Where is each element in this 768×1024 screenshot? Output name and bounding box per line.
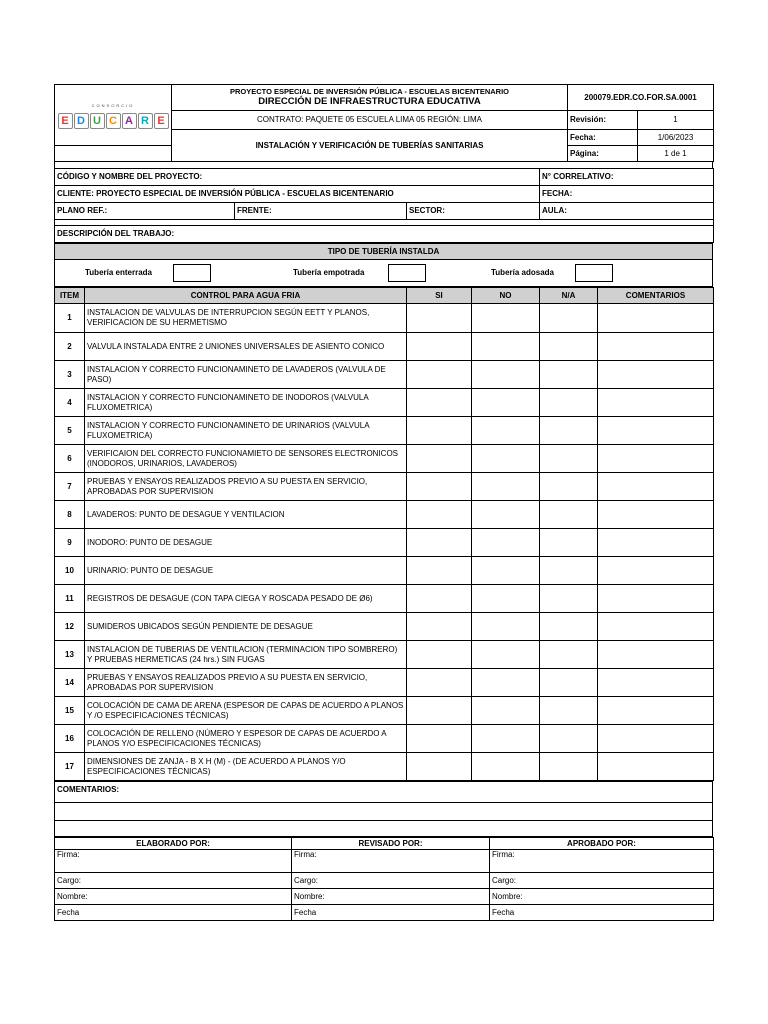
answer-no-cell[interactable]: [472, 613, 540, 641]
logo-cell: [55, 85, 172, 146]
page-label: Página:: [568, 146, 638, 162]
comment-cell[interactable]: [598, 753, 714, 781]
answer-yes-cell[interactable]: [407, 445, 472, 473]
answer-na-cell[interactable]: [540, 361, 598, 389]
sector-field[interactable]: SECTOR:: [407, 203, 540, 220]
answer-yes-cell[interactable]: [407, 669, 472, 697]
comment-cell[interactable]: [598, 613, 714, 641]
header-comments: COMENTARIOS: [598, 288, 714, 304]
reviewed-signature[interactable]: Firma:: [292, 850, 490, 873]
control-description: VALVULA INSTALADA ENTRE 2 UNIONES UNIVERSALES DE ASIENTO CONICO: [85, 333, 407, 361]
checklist-row: [55, 641, 714, 669]
attached-pipe-checkbox[interactable]: [575, 264, 613, 282]
answer-no-cell[interactable]: [472, 725, 540, 753]
comment-cell[interactable]: [598, 417, 714, 445]
answer-no-cell[interactable]: [472, 417, 540, 445]
item-number: 10: [55, 557, 85, 585]
control-description: VERIFICAION DEL CORRECTO FUNCIONAMIETO DE SENSORES ELECTRONICOS (INODOROS, URINARIOS, LAVADEROS): [85, 445, 407, 473]
answer-no-cell[interactable]: [472, 333, 540, 361]
comment-cell[interactable]: [598, 641, 714, 669]
pipe-type-title: TIPO DE TUBERÍA INSTALDA: [55, 244, 713, 260]
control-description: COLOCACIÓN DE RELLENO (NÚMERO Y ESPESOR DE CAPAS DE ACUERDO A PLANOS Y/O ESPECIFICACIONES TÉCNICAS): [85, 725, 407, 753]
comment-cell[interactable]: [598, 304, 714, 333]
revision-label: Revisión:: [568, 111, 638, 130]
project-info: [54, 168, 714, 243]
item-number: 11: [55, 585, 85, 613]
header-no: NO: [472, 288, 540, 304]
comments-line-1[interactable]: [55, 803, 713, 821]
checklist-row: [55, 613, 714, 641]
item-number: 6: [55, 445, 85, 473]
header-item: ITEM: [55, 288, 85, 304]
control-description: LAVADEROS: PUNTO DE DESAGUE Y VENTILACION: [85, 501, 407, 529]
checklist-row: [55, 445, 714, 473]
answer-na-cell[interactable]: [540, 557, 598, 585]
logo-letter: D: [74, 113, 89, 129]
client-field[interactable]: CLIENTE: PROYECTO ESPECIAL DE INVERSIÓN PÚBLICA - ESCUELAS BICENTENARIO: [55, 186, 540, 203]
logo-letter: E: [58, 113, 73, 129]
checklist-row: [55, 389, 714, 417]
logo-letter: E: [154, 113, 169, 129]
answer-no-cell[interactable]: [472, 753, 540, 781]
prepared-date[interactable]: Fecha: [55, 905, 292, 921]
checklist-row: [55, 725, 714, 753]
answer-yes-cell[interactable]: [407, 389, 472, 417]
comment-cell[interactable]: [598, 557, 714, 585]
answer-no-cell[interactable]: [472, 445, 540, 473]
direction-name: DIRECCIÓN DE INFRAESTRUCTURA EDUCATIVA: [258, 96, 481, 107]
header-control: CONTROL PARA AGUA FRIA: [85, 288, 407, 304]
project-code-field[interactable]: CÓDIGO Y NOMBRE DEL PROYECTO:: [55, 169, 540, 186]
logo-letter: C: [106, 113, 121, 129]
header-na: N/A: [540, 288, 598, 304]
answer-na-cell[interactable]: [540, 304, 598, 333]
logo-letter: A: [122, 113, 137, 129]
answer-na-cell[interactable]: [540, 445, 598, 473]
answer-yes-cell[interactable]: [407, 641, 472, 669]
comment-cell[interactable]: [598, 529, 714, 557]
control-description: INSTALACION Y CORRECTO FUNCIONAMINETO DE URINARIOS (VALVULA FLUXOMETRICA): [85, 417, 407, 445]
approved-name[interactable]: Nombre:: [490, 889, 714, 905]
answer-yes-cell[interactable]: [407, 557, 472, 585]
date-value: 1/06/2023: [638, 130, 714, 146]
control-description: REGISTROS DE DESAGUE (CON TAPA CIEGA Y ROSCADA PESADO DE Ø6): [85, 585, 407, 613]
answer-no-cell[interactable]: [472, 641, 540, 669]
control-description: INSTALACION DE TUBERIAS DE VENTILACION (TERMINACION TIPO SOMBRERO) Y PRUEBAS HERMETICAS (24 hrs.) SIN FUGAS: [85, 641, 407, 669]
header-yes: SI: [407, 288, 472, 304]
answer-na-cell[interactable]: [540, 417, 598, 445]
item-number: 5: [55, 417, 85, 445]
prepared-name[interactable]: Nombre:: [55, 889, 292, 905]
logo-caption: CONSORCIO: [91, 103, 135, 108]
item-number: 7: [55, 473, 85, 501]
control-description: PRUEBAS Y ENSAYOS REALIZADOS PREVIO A SU PUESTA EN SERVICIO, APROBADAS POR SUPERVISION: [85, 669, 407, 697]
control-description: INSTALACION Y CORRECTO FUNCIONAMINETO DE LAVADEROS (VALVULA DE PASO): [85, 361, 407, 389]
item-number: 2: [55, 333, 85, 361]
embedded-pipe-label: Tubería empotrada: [293, 268, 365, 277]
project-name: PROYECTO ESPECIAL DE INVERSIÓN PÚBLICA - ESCUELAS BICENTENARIO: [229, 87, 510, 96]
control-description: INSTALACION Y CORRECTO FUNCIONAMINETO DE INODOROS (VALVULA FLUXOMETRICA): [85, 389, 407, 417]
checklist-header: [55, 288, 714, 304]
comment-cell[interactable]: [598, 361, 714, 389]
signatures-section: [54, 837, 714, 921]
comment-cell[interactable]: [598, 585, 714, 613]
control-description: SUMIDEROS UBICADOS SEGÚN PENDIENTE DE DESAGUE: [85, 613, 407, 641]
answer-na-cell[interactable]: [540, 529, 598, 557]
answer-no-cell[interactable]: [472, 529, 540, 557]
answer-no-cell[interactable]: [472, 501, 540, 529]
answer-yes-cell[interactable]: [407, 361, 472, 389]
answer-yes-cell[interactable]: [407, 697, 472, 725]
attached-pipe-label: Tubería adosada: [491, 268, 554, 277]
form-title: INSTALACIÓN Y VERIFICACIÓN DE TUBERÍAS SANITARIAS: [172, 130, 568, 162]
comment-cell[interactable]: [598, 725, 714, 753]
comment-cell[interactable]: [598, 697, 714, 725]
answer-yes-cell[interactable]: [407, 753, 472, 781]
page-value: 1 de 1: [638, 146, 714, 162]
answer-yes-cell[interactable]: [407, 725, 472, 753]
answer-na-cell[interactable]: [540, 725, 598, 753]
revision-value: 1: [638, 111, 714, 130]
answer-na-cell[interactable]: [540, 501, 598, 529]
comment-cell[interactable]: [598, 389, 714, 417]
answer-yes-cell[interactable]: [407, 501, 472, 529]
answer-yes-cell[interactable]: [407, 613, 472, 641]
control-description: URINARIO: PUNTO DE DESAGUE: [85, 557, 407, 585]
item-number: 1: [55, 304, 85, 333]
answer-no-cell[interactable]: [472, 304, 540, 333]
info-date-field[interactable]: FECHA:: [540, 186, 714, 203]
control-description: COLOCACIÓN DE CAMA DE ARENA (ESPESOR DE CAPAS DE ACUERDO A PLANOS Y /O ESPECIFICACIONES TÉCNICAS): [85, 697, 407, 725]
work-description-field[interactable]: DESCRIPCIÓN DEL TRABAJO:: [55, 226, 714, 243]
pipe-type-options: [55, 260, 713, 287]
checklist-row: [55, 557, 714, 585]
answer-yes-cell[interactable]: [407, 585, 472, 613]
reviewed-name[interactable]: Nombre:: [292, 889, 490, 905]
answer-no-cell[interactable]: [472, 669, 540, 697]
answer-na-cell[interactable]: [540, 333, 598, 361]
answer-na-cell[interactable]: [540, 669, 598, 697]
item-number: 8: [55, 501, 85, 529]
buried-pipe-checkbox[interactable]: [173, 264, 211, 282]
document-code: 200079.EDR.CO.FOR.SA.0001: [568, 85, 714, 111]
item-number: 17: [55, 753, 85, 781]
classroom-field[interactable]: AULA:: [540, 203, 714, 220]
answer-yes-cell[interactable]: [407, 304, 472, 333]
checklist-row: [55, 417, 714, 445]
checklist-row: [55, 753, 714, 781]
answer-na-cell[interactable]: [540, 473, 598, 501]
comment-cell[interactable]: [598, 501, 714, 529]
item-number: 15: [55, 697, 85, 725]
buried-pipe-label: Tubería enterrada: [85, 268, 152, 277]
reviewed-date[interactable]: Fecha: [292, 905, 490, 921]
approved-signature[interactable]: Firma:: [490, 850, 714, 873]
answer-na-cell[interactable]: [540, 389, 598, 417]
answer-na-cell[interactable]: [540, 697, 598, 725]
prepared-by-header: ELABORADO POR:: [55, 838, 292, 850]
logo-letter: R: [138, 113, 153, 129]
comment-cell[interactable]: [598, 333, 714, 361]
checklist-row: [55, 304, 714, 333]
inspection-form: [54, 84, 713, 921]
answer-yes-cell[interactable]: [407, 333, 472, 361]
control-description: PRUEBAS Y ENSAYOS REALIZADOS PREVIO A SU PUESTA EN SERVICIO, APROBADAS POR SUPERVISION: [85, 473, 407, 501]
reviewed-by-header: REVISADO POR:: [292, 838, 490, 850]
answer-yes-cell[interactable]: [407, 473, 472, 501]
answer-yes-cell[interactable]: [407, 529, 472, 557]
checklist-row: [55, 669, 714, 697]
answer-no-cell[interactable]: [472, 585, 540, 613]
control-description: DIMENSIONES DE ZANJA - B X H (M) - (DE ACUERDO A PLANOS Y/O ESPECIFICACIONES TÉCNICAS): [85, 753, 407, 781]
comments-line-2[interactable]: [55, 821, 713, 837]
contract-info: CONTRATO: PAQUETE 05 ESCUELA LIMA 05 REGIÓN: LIMA: [172, 111, 568, 130]
answer-no-cell[interactable]: [472, 361, 540, 389]
item-number: 3: [55, 361, 85, 389]
prepared-signature[interactable]: Firma:: [55, 850, 292, 873]
answer-no-cell[interactable]: [472, 389, 540, 417]
approved-position[interactable]: Cargo:: [490, 873, 714, 889]
answer-na-cell[interactable]: [540, 613, 598, 641]
checklist-row: [55, 333, 714, 361]
pipe-type-section: [54, 243, 713, 287]
comments-label: COMENTARIOS:: [55, 782, 713, 803]
front-field[interactable]: FRENTE:: [235, 203, 407, 220]
comment-cell[interactable]: [598, 473, 714, 501]
comment-cell[interactable]: [598, 445, 714, 473]
item-number: 12: [55, 613, 85, 641]
checklist-row: [55, 501, 714, 529]
checklist-row: [55, 529, 714, 557]
prepared-position[interactable]: Cargo:: [55, 873, 292, 889]
control-description: INSTALACION DE VALVULAS DE INTERRUPCION SEGÚN EETT Y PLANOS, VERIFICACION DE SU HERMETISMO: [85, 304, 407, 333]
item-number: 16: [55, 725, 85, 753]
item-number: 13: [55, 641, 85, 669]
plan-ref-field[interactable]: PLANO REF.:: [55, 203, 235, 220]
answer-na-cell[interactable]: [540, 753, 598, 781]
consortium-logo: [58, 113, 169, 129]
item-number: 14: [55, 669, 85, 697]
checklist-row: [55, 585, 714, 613]
answer-no-cell[interactable]: [472, 473, 540, 501]
control-description: INODORO: PUNTO DE DESAGUE: [85, 529, 407, 557]
checklist-table: [54, 287, 714, 781]
approved-by-header: APROBADO POR:: [490, 838, 714, 850]
comment-cell[interactable]: [598, 669, 714, 697]
logo-letter: U: [90, 113, 105, 129]
comments-section: [54, 781, 713, 837]
correlative-field[interactable]: N° CORRELATIVO:: [540, 169, 714, 186]
answer-na-cell[interactable]: [540, 585, 598, 613]
item-number: 9: [55, 529, 85, 557]
checklist-row: [55, 697, 714, 725]
checklist-row: [55, 361, 714, 389]
form-header: [54, 84, 714, 162]
item-number: 4: [55, 389, 85, 417]
answer-na-cell[interactable]: [540, 641, 598, 669]
embedded-pipe-checkbox[interactable]: [388, 264, 426, 282]
date-label: Fecha:: [568, 130, 638, 146]
answer-yes-cell[interactable]: [407, 417, 472, 445]
answer-no-cell[interactable]: [472, 697, 540, 725]
approved-date[interactable]: Fecha: [490, 905, 714, 921]
header-title-cell: [172, 85, 568, 111]
checklist-row: [55, 473, 714, 501]
reviewed-position[interactable]: Cargo:: [292, 873, 490, 889]
answer-no-cell[interactable]: [472, 557, 540, 585]
